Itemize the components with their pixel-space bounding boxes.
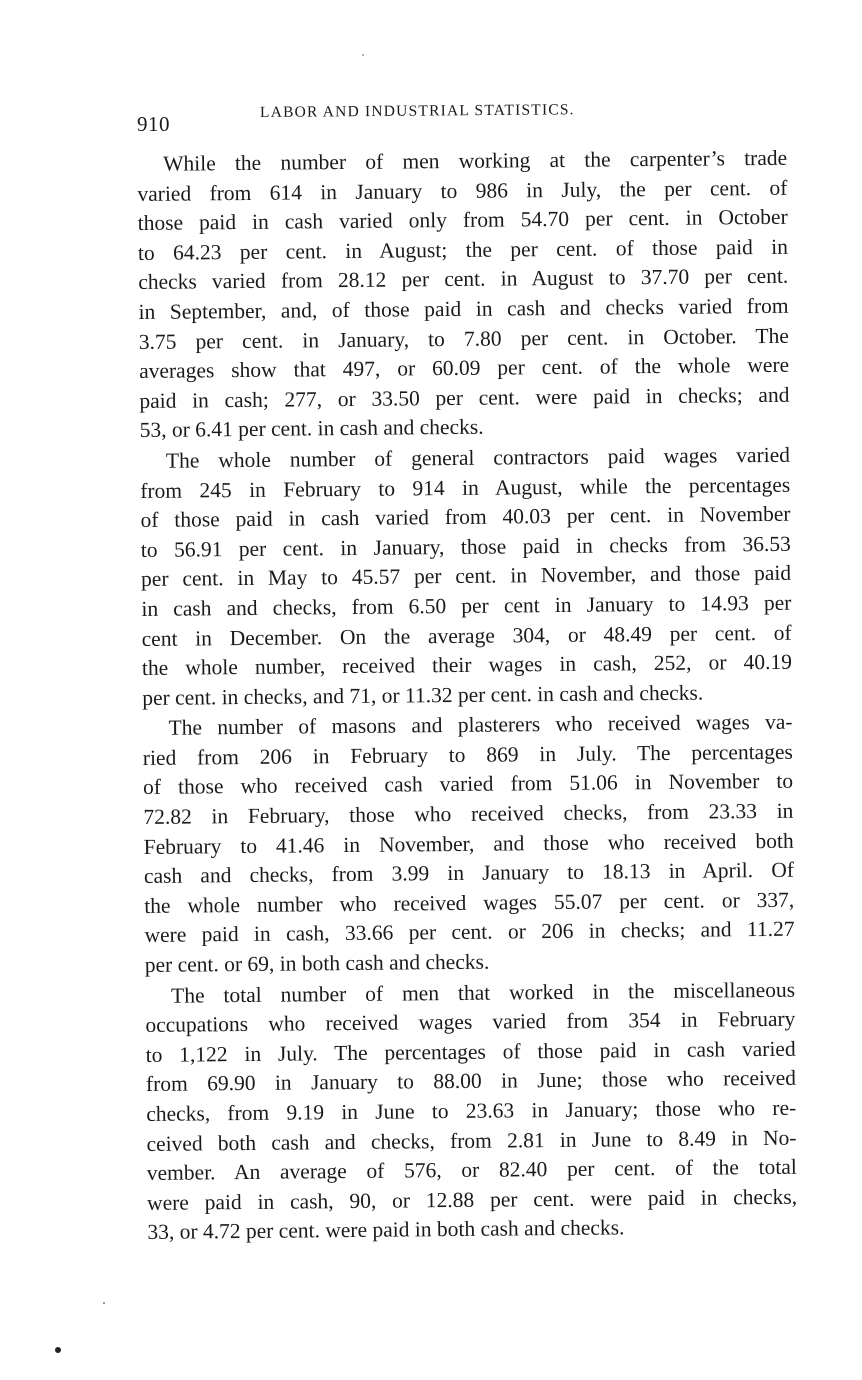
- text-line: 33, or 4.72 per cent. were paid in both cash and checks.: [147, 1215, 625, 1245]
- text-line: those paid in cash varied only from 54.70 per cent. in October: [137, 204, 788, 236]
- text-line: ceived both cash and checks, from 2.81 in June to 8.49 in No-: [146, 1125, 797, 1156]
- paragraph-carpenters: [137, 144, 790, 446]
- text-line: paid in cash; 277, or 33.50 per cent. were paid in checks; and: [139, 382, 790, 413]
- page-header: [137, 101, 787, 136]
- text-line: from 69.90 in January to 88.00 in June; those who received: [145, 1066, 797, 1097]
- text-line: to 64.23 per cent. in August; the per cent. of those paid in: [137, 234, 789, 265]
- scan-speck: [362, 54, 364, 56]
- text-line: of those paid in cash varied from 40.03 per cent. in November: [140, 501, 791, 533]
- page-number: 910: [137, 112, 170, 136]
- text-line: 53, or 6.41 per cent. in cash and checks.: [139, 415, 484, 443]
- text-line: cash and checks, from 3.99 in January to 18.13 in April. Of: [143, 857, 795, 889]
- running-title: LABOR AND INDUSTRIAL STATISTICS.: [259, 101, 575, 121]
- text-line: per cent. in May to 45.57 per cent. in November, and those paid: [141, 561, 792, 592]
- text-line: 72.82 in February, those who received checks, from 23.33 in: [143, 798, 794, 830]
- text-line: checks, from 9.19 in June to 23.63 in January; those who re-: [146, 1095, 797, 1126]
- text-line: to 1,122 in July. The percentages of those paid in cash varied: [145, 1036, 796, 1067]
- text-line: varied from 614 in January to 986 in July, the per cent. of: [137, 175, 788, 206]
- text-line: to 56.91 per cent. in January, those paid in checks from 36.53: [140, 531, 791, 562]
- text-line: ried from 206 in February to 869 in July. The percentages: [142, 739, 793, 770]
- text-line: The number of masons and plasterers who received wages va-: [168, 710, 793, 741]
- text-line: checks varied from 28.12 per cent. in August to 37.70 per cent.: [138, 264, 789, 295]
- text-line: per cent. or 69, in both cash and checks.: [144, 949, 490, 977]
- text-line: averages show that 497, or 60.09 per cent. of the whole were: [139, 352, 790, 384]
- text-line: were paid in cash, 33.66 per cent. or 206 in checks; and 11.27: [144, 917, 795, 948]
- text-line: The whole number of general contractors paid wages varied: [165, 442, 791, 473]
- text-line: The total number of men that worked in the miscellaneous: [171, 977, 796, 1008]
- text-line: February to 41.46 in November, and those who received both: [143, 828, 794, 859]
- text-line: from 245 in February to 914 in August, while the percentages: [140, 472, 791, 503]
- text-line: vember. An average of 576, or 82.40 per cent. of the total: [146, 1154, 797, 1186]
- scan-speck: [103, 1302, 105, 1304]
- text-line: the whole number, received their wages in cash, 252, or 40.19: [141, 649, 793, 681]
- text-line: of those who received cash varied from 51.06 in November to: [143, 769, 794, 800]
- paragraph-masons-plasterers: [142, 708, 795, 981]
- paragraph-general-contractors: [140, 441, 793, 714]
- text-line: 3.75 per cent. in January, to 7.80 per cent. in October. The: [138, 323, 789, 354]
- paragraph-miscellaneous: [145, 975, 798, 1248]
- text-line: While the number of men working at the carpenter’s trade: [163, 145, 788, 176]
- text-line: per cent. in checks, and 71, or 11.32 per cent. in cash and checks.: [142, 680, 704, 710]
- scan-speck: [55, 1347, 61, 1353]
- text-line: the whole number who received wages 55.07 per cent. or 337,: [144, 887, 795, 918]
- text-line: were paid in cash, 90, or 12.88 per cent. were paid in checks,: [146, 1184, 798, 1215]
- text-line: in September, and, of those paid in cash and checks varied from: [138, 293, 789, 324]
- text-line: in cash and checks, from 6.50 per cent in January to 14.93 per: [141, 590, 792, 621]
- text-line: occupations who received wages varied from 354 in February: [145, 1006, 796, 1038]
- body-text: [137, 144, 798, 1248]
- text-line: cent in December. On the average 304, or 48.49 per cent. of: [141, 620, 792, 651]
